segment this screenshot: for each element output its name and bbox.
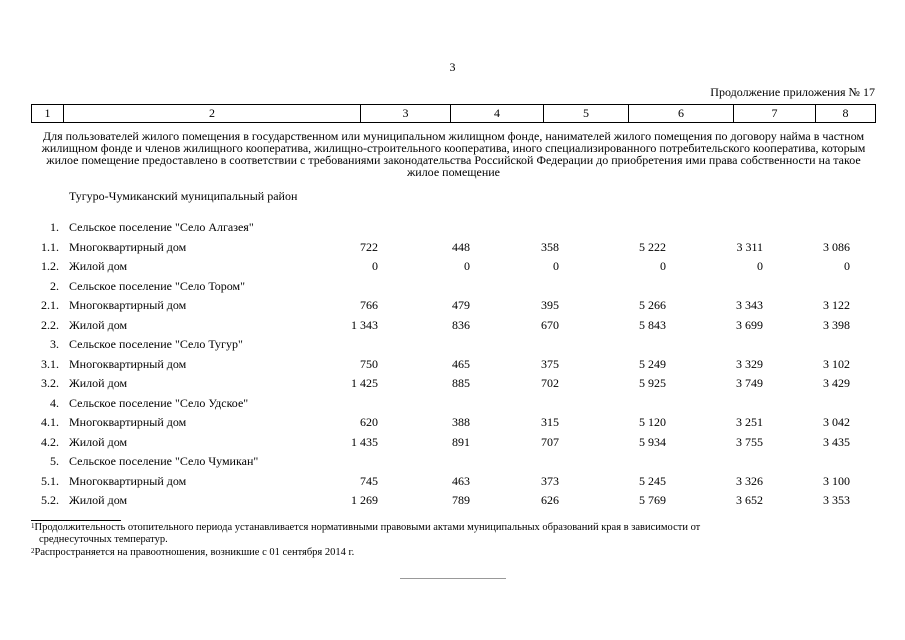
housing-type-row [31,355,876,375]
housing-type-row [31,374,876,394]
housing-type-name: Жилой дом [69,493,128,507]
footnote-separator [31,520,121,521]
value-cell: 0 [757,259,763,273]
tariff-table-body [31,188,876,511]
value-cell: 0 [372,259,378,273]
value-cell: 885 [452,376,470,390]
value-cell: 3 102 [823,356,850,371]
column-number-6: 6 [629,105,734,123]
column-number-header [31,104,876,123]
value-cell: 375 [541,356,559,371]
value-cell: 3 353 [823,493,850,507]
value-cell: 315 [541,415,559,429]
page-number: 3 [449,60,456,74]
value-cell: 3 343 [736,298,763,312]
value-cell: 3 251 [736,415,763,429]
housing-type-name: Жилой дом [69,259,128,273]
value-cell: 3 699 [736,317,763,332]
settlement-row [31,335,876,355]
column-number-5: 5 [544,105,629,123]
value-cell: 5 245 [639,473,666,488]
row-number: 3.1. [41,356,59,371]
housing-type-row [31,238,876,258]
housing-type-row [31,413,876,433]
housing-type-name: Многоквартирный дом [69,239,187,254]
district-row [31,188,876,218]
value-cell: 0 [844,259,850,273]
consumer-category-heading: Для пользователей жилого помещения в государственном или муниципальном жилищном фонде, нанимателей жилого помещения по договору найма в частном жилищном фонде и членов жилищного кооператива, жилищно-строительного кооператива, иного специализированного потребительского кооператива, которым жилое помещение предоставлено в соответствии с требованиями законодательства Российской Федерации до приобретения ими права собственности на такое жилое помещение [41,129,866,179]
housing-type-name: Многоквартирный дом [69,415,187,429]
value-cell: 836 [452,317,470,332]
value-cell: 1 269 [351,493,378,507]
row-number: 5.1. [41,473,59,488]
column-number-7: 7 [734,105,816,123]
housing-type-row [31,491,876,511]
value-cell: 5 925 [639,376,666,390]
row-number: 5.2. [41,493,59,507]
value-cell: 0 [660,259,666,273]
row-number: 4. [50,395,59,410]
housing-type-row [31,472,876,492]
settlement-name: Сельское поселение "Село Удское" [69,395,249,410]
value-cell: 0 [464,259,470,273]
value-cell: 463 [452,473,470,488]
value-cell: 745 [360,473,378,488]
column-number-1: 1 [32,105,64,123]
settlement-name: Сельское поселение "Село Тугур" [69,337,243,351]
value-cell: 395 [541,298,559,312]
value-cell: 702 [541,376,559,390]
value-cell: 465 [452,356,470,371]
value-cell: 0 [553,259,559,273]
settlement-name: Сельское поселение "Село Алгазея" [69,220,254,234]
housing-type-row [31,257,876,277]
value-cell: 789 [452,493,470,507]
value-cell: 5 249 [639,356,666,371]
value-cell: 5 266 [639,298,666,312]
footnote-2 [31,547,876,559]
value-cell: 3 652 [736,493,763,507]
housing-type-name: Жилой дом [69,434,128,449]
value-cell: 750 [360,356,378,371]
value-cell: 620 [360,415,378,429]
settlement-name: Сельское поселение "Село Тором" [69,278,246,293]
housing-type-name: Жилой дом [69,376,128,390]
row-number: 2.2. [41,317,59,332]
row-number: 1. [50,220,59,234]
value-cell: 3 429 [823,376,850,390]
value-cell: 5 843 [639,317,666,332]
value-cell: 3 329 [736,356,763,371]
value-cell: 3 311 [736,239,763,254]
appendix-continuation-label: Продолжение приложения № 17 [710,85,875,99]
column-number-4: 4 [451,105,544,123]
settlement-name: Сельское поселение "Село Чумикан" [69,454,259,468]
value-cell: 1 343 [351,317,378,332]
housing-type-name: Жилой дом [69,317,128,332]
column-number-2: 2 [64,105,361,123]
housing-type-name: Многоквартирный дом [69,473,187,488]
footnote-mark: 2 [31,547,35,555]
column-number-8: 8 [816,105,876,123]
row-number: 2. [50,278,59,293]
value-cell: 3 100 [823,473,850,488]
footnote-continuation: среднесуточных температур. [39,533,168,545]
footnote-mark: 1 [31,522,35,530]
value-cell: 358 [541,239,559,254]
row-number: 4.1. [41,415,59,429]
row-number: 3. [50,337,59,351]
value-cell: 670 [541,317,559,332]
column-number-3: 3 [361,105,451,123]
row-number: 1.2. [41,259,59,273]
value-cell: 373 [541,473,559,488]
value-cell: 1 425 [351,376,378,390]
footnote-text: Продолжительность отопительного периода устанавливается нормативными правовыми актами муниципальных образований края в зависимости от [34,522,701,533]
value-cell: 3 398 [823,317,850,332]
settlement-row [31,394,876,414]
row-number: 1.1. [41,239,59,254]
housing-type-row [31,433,876,453]
row-number: 2.1. [41,298,59,312]
value-cell: 5 120 [639,415,666,429]
value-cell: 388 [452,415,470,429]
footnotes [31,522,876,559]
row-number: 5. [50,454,59,468]
value-cell: 3 122 [823,298,850,312]
footnote-1 [31,522,876,545]
row-number: 4.2. [41,434,59,449]
settlement-row [31,452,876,472]
value-cell: 626 [541,493,559,507]
value-cell: 766 [360,298,378,312]
value-cell: 722 [360,239,378,254]
value-cell: 448 [452,239,470,254]
value-cell: 891 [452,434,470,449]
row-number: 3.2. [41,376,59,390]
value-cell: 707 [541,434,559,449]
housing-type-name: Многоквартирный дом [69,298,187,312]
settlement-row [31,277,876,297]
settlement-row [31,218,876,238]
value-cell: 3 326 [736,473,763,488]
footnote-text: Распространяется на правоотношения, возникшие с 01 сентября 2014 г. [34,547,355,558]
value-cell: 3 755 [736,434,763,449]
district-name: Тугуро-Чумиканский муниципальный район [69,189,298,203]
value-cell: 5 222 [639,239,666,254]
value-cell: 5 934 [639,434,666,449]
housing-type-row [31,316,876,336]
value-cell: 479 [452,298,470,312]
housing-type-row [31,296,876,316]
value-cell: 3 042 [823,415,850,429]
page-bottom-rule [400,578,506,579]
value-cell: 3 086 [823,239,850,254]
housing-type-name: Многоквартирный дом [69,356,187,371]
value-cell: 3 435 [823,434,850,449]
value-cell: 1 435 [351,434,378,449]
value-cell: 5 769 [639,493,666,507]
value-cell: 3 749 [736,376,763,390]
